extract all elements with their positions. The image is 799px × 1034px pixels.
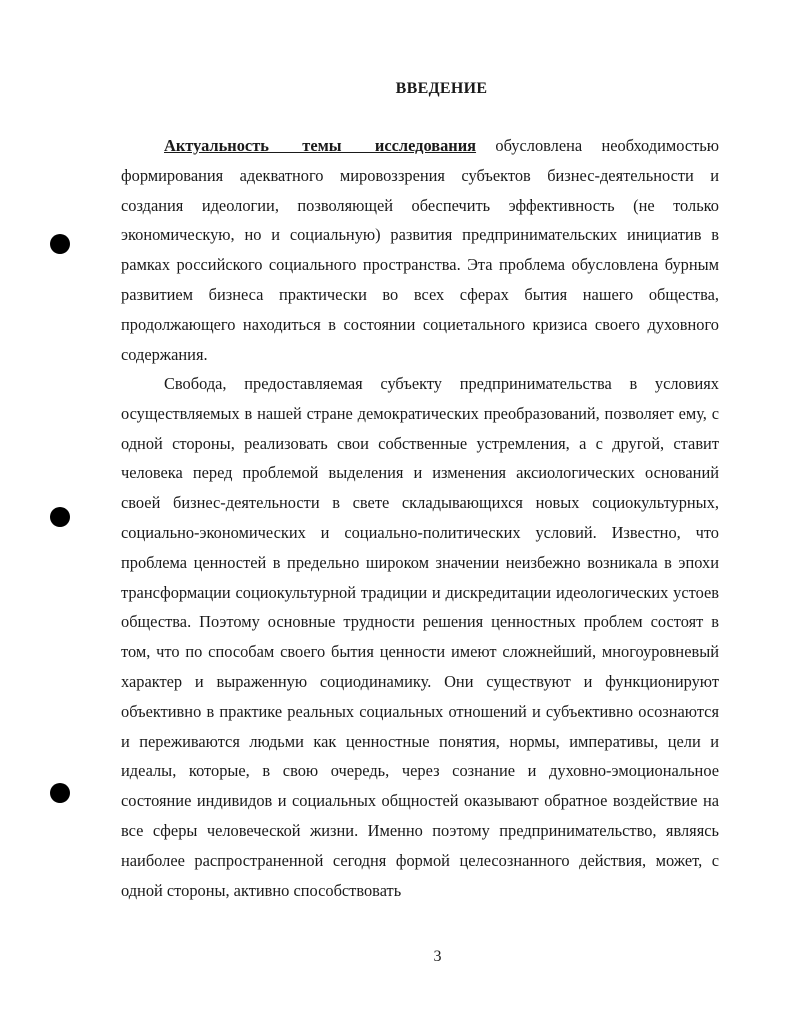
relevance-body-text: обусловлена необходимостью формирования адекватного мировоззрения субъектов бизнес-деятельности и создания идеологии, позволяющей обеспечить эффективность (не только экономическую, но и социальную) развития предпринимательских инициатив в рамках российского социального пространства. Эта проблема обусловлена бурным развитием бизнеса практически во всех сферах бытия нашего общества, продолжающего находиться в состоянии социетального кризиса своего духовного содержания. <box>121 136 720 364</box>
punch-hole-bottom <box>50 783 70 803</box>
freedom-body-text: Свобода, предоставляемая субъекту предпринимательства в условиях осуществляемых в нашей стране демократических преобразований, позволяет ему, с одной стороны, реализовать свои собственные устремления, а с другой, ставит человека перед проблемой выделения и изменения аксиологических оснований своей бизнес-деятельности в свете складывающихся новых социокультурных, социально-экономических и социально-политических условий. Известно, что проблема ценностей в предельно широком значении неизбежно возникала в эпохи трансформации социокультурной традиции и дискредитации идеологических устоев общества. Поэтому основные трудности решения ценностных проблем состоят в том, что по способам своего бытия ценности имеют сложнейший, многоуровневый характер и выраженную социодинамику. Они существуют и функционируют объективно в практике реальных социальных отношений и субъективно осознаются и переживаются людьми как ценностные понятия, нормы, императивы, цели и идеалы, которые, в свою очередь, через сознание и духовно-эмоциональное состояние индивидов и социальных общностей оказывают обратное воздействие на все сферы человеческой жизни. Именно поэтому предпринимательство, являясь наиболее распространенной сегодня формой целесознанного действия, может, с одной стороны, активно способствовать <box>121 374 719 900</box>
punch-hole-middle <box>50 507 70 527</box>
page-title: ВВЕДЕНИЕ <box>395 80 488 97</box>
page-number: 3 <box>433 948 442 965</box>
paragraph-relevance <box>121 131 719 369</box>
paragraph-freedom <box>121 369 719 905</box>
punch-hole-top <box>50 234 70 254</box>
relevance-lead-heading: Актуальность темы исследования <box>164 136 477 155</box>
